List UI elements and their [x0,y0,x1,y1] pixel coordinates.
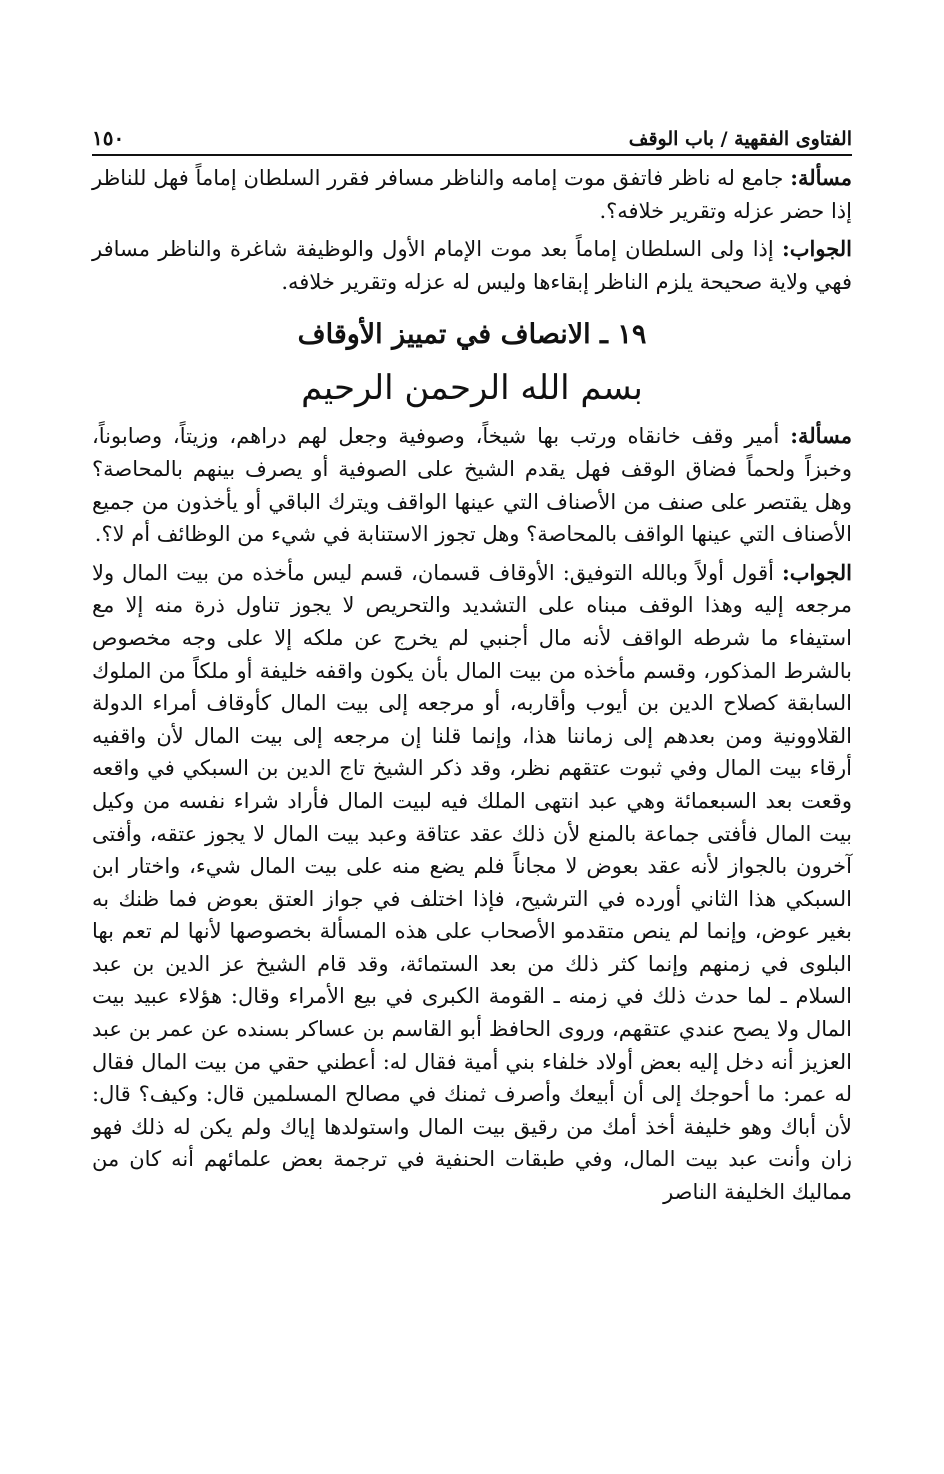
running-header [92,118,852,156]
question-text: جامع له ناظر فاتفق موت إمامه والناظر مسافر فقرر السلطان إماماً فهل للناظر إذا حضر عزله وتقرير خلافه؟. [92,166,852,223]
page-number: ١٥٠ [92,126,125,150]
question-text: أمير وقف خانقاه ورتب بها شيخاً، وصوفية وجعل لهم دراهم، وزيتاً، وصابوناً، وخبزاً ولحماً فضاق الوقف فهل يقدم الشيخ على الصوفية أو يصرف بينهم بالمحاصة؟ وهل يقتصر على صنف من الأصناف التي عينها الواقف ويترك الباقي أو يأخذون من جميع الأصناف التي عينها الواقف بالمحاصة؟ وهل تجوز الاستنابة في شيء من الوظائف أم لا؟. [92,424,852,547]
answer-label: الجواب: [781,559,852,585]
running-title: الفتاوى الفقهية / باب الوقف [628,128,852,150]
answer-text: إذا ولى السلطان إماماً بعد موت الإمام الأول والوظيفة شاغرة والناظر مسافر فهي ولاية صحيحة يلزم الناظر إبقاءها وليس له عزله وتقرير خلافه. [92,237,852,294]
basmala-calligraphy: بسم الله الرحمن الرحيم [301,368,643,409]
intro-question-paragraph [92,162,852,227]
answer-label: الجواب: [781,236,852,262]
section-heading: ١٩ ـ الانصاف في تمييز الأوقاف [297,319,647,351]
question-label: مسألة: [790,423,853,449]
question-paragraph [92,420,852,550]
answer-text: أقول أولاً وبالله التوفيق: الأوقاف قسمان، قسم ليس مأخذه من بيت المال ولا مرجعه إليه وهذا الوقف مبناه على التشديد والتحريص لا يجوز تناول ذرة منه إلا مع استيفاء ما شرطه الواقف لأنه مال أجنبي لم يخرج عن ملكه إلا على وجه مخصوص بالشرط المذكور، وقسم مأخذه من بيت المال بأن يكون واقفه خليفة أو ملكاً من الملوك السابقة كصلاح الدين بن أيوب وأقاربه، أو مرجعه إلى بيت المال كأوقاف أمراء الدولة القلاوونية ومن بعدهم إلى زماننا هذا، وإنما قلنا إن مرجعه إلى بيت المال لأن واقفيه أرقاء بيت المال وفي ثبوت عتقهم نظر، وقد ذكر الشيخ تاج الدين بن السبكي في واقعه وقعت بعد السبعمائة وهي عبد انتهى الملك فيه لبيت المال فأراد شراء نفسه من وكيل بيت المال فأفتى جماعة بالمنع لأن ذلك عقد عتاقة وعبد بيت المال لا يجوز عتقه، وأفتى آخرون بالجواز لأنه عقد بعوض لا مجاناً فلم يضع منه على بيت المال شيء، واختار ابن السبكي هذا الثاني أورده في الترشيح، فإذا اختلف في جواز العتق بعوض فما ظنك به بغير عوض، وإنما لم ينص متقدمو الأصحاب على هذه المسألة بخصوصها لأنها لم تعم بها البلوى في زمنهم وإنما كثر ذلك من بعد الستمائة، وقد قام الشيخ عز الدين بن عبد السلام ـ لما حدث ذلك في زمنه ـ القومة الكبرى في بيع الأمراء وقال: هؤلاء عبيد بيت المال ولا يصح عندي عتقهم، وروى الحافظ أبو القاسم بن عساكر بسنده عن عمر بن عبد العزيز أنه دخل إليه بعض أولاد خلفاء بني أمية فقال له: أعطني حقي من بيت المال فقال له عمر: ما أحوجك إلى أن أبيعك وأصرف ثمنك في مصالح المسلمين قال: وكيف؟ قال: لأن أباك وهو خليفة أخذ أمك من رقيق بيت المال واستولدها إياك ولم يكن له ذلك فهو زان وأنت عبد بيت المال، وفي طبقات الحنفية في ترجمة بعض علمائهم أنه كان من مماليك الخليفة الناصر [92,560,852,1205]
book-page [92,118,852,1209]
question-label: مسألة: [790,165,852,190]
answer-paragraph [92,557,852,1209]
intro-answer-paragraph [92,233,852,298]
